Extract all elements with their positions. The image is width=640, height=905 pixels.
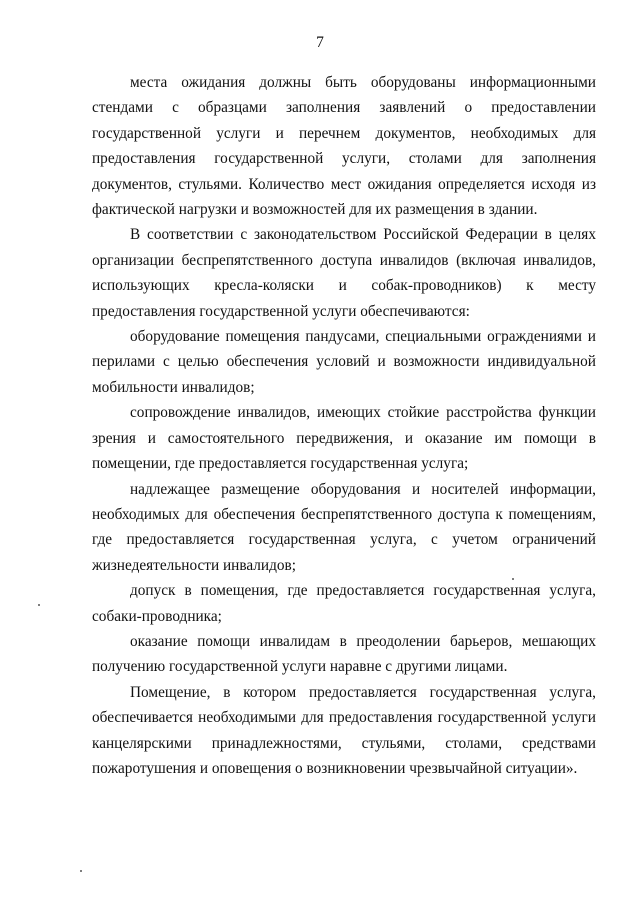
paragraph-ramps: оборудование помещения пандусами, специальными ограждениями и перилами с целью обеспечения условий и возможности индивидуальной мобильности инвалидов; xyxy=(92,328,596,396)
scan-speck xyxy=(512,578,514,580)
paragraph-waiting-places: места ожидания должны быть оборудованы информационными стендами с образцами заполнения заявлений о предоставлении государственной услуги и перечнем документов, необходимых для предоставления государственной услуги, столами для заполнения документов, стульями. Количество мест ожидания определяется исходя из фактической нагрузки и возможностей для их размещения в здании. xyxy=(92,74,596,219)
scan-speck xyxy=(38,604,40,606)
paragraph-premises-supplies: Помещение, в котором предоставляется государственная услуга, обеспечивается необходимыми для предоставления государственной услуги канцелярскими принадлежностями, стульями, столами, средствами пожаротушения и оповещения о возникновении чрезвычайной ситуации». xyxy=(92,683,596,777)
paragraph-barrier-help: оказание помощи инвалидам в преодолении барьеров, мешающих получению государственной услуги наравне с другими лицами. xyxy=(92,632,596,676)
document-body xyxy=(92,70,596,781)
paragraph-guide-dog: допуск в помещения, где предоставляется государственная услуга, собаки-проводника; xyxy=(92,582,596,625)
page-number: 7 xyxy=(316,34,324,51)
paragraph-accessibility-intro: В соответствии с законодательством Российской Федерации в целях организации беспрепятственного доступа инвалидов (включая инвалидов, использующих кресла-коляски и собак-проводников) к месту предоставления государственной услуги обеспечиваются: xyxy=(92,226,596,320)
scan-speck xyxy=(80,870,82,872)
paragraph-equipment-placement: надлежащее размещение оборудования и носителей информации, необходимых для обеспечения беспрепятственного доступа к помещениям, где предоставляется государственная услуга, с учетом ограничений жизнедеятельности инвалидов; xyxy=(92,480,596,574)
paragraph-escort: сопровождение инвалидов, имеющих стойкие расстройства функции зрения и самостоятельного передвижения, и оказание им помощи в помещении, где предоставляется государственная услуга; xyxy=(92,404,596,473)
